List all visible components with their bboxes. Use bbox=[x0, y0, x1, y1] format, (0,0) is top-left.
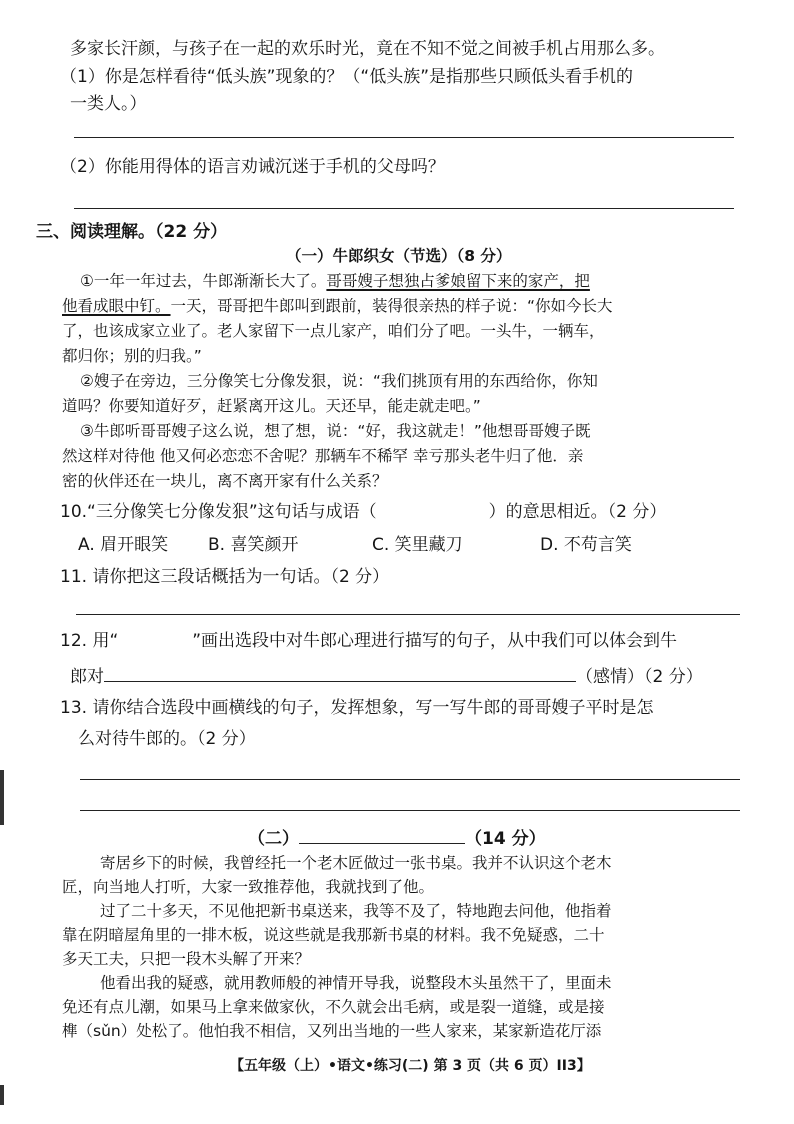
answer-line[interactable] bbox=[80, 810, 740, 811]
answer-line[interactable] bbox=[80, 779, 740, 780]
option-d[interactable]: D. 不苟言笑 bbox=[540, 535, 632, 555]
passage2-line: 多天工夫，只把一段木头解了开来？ bbox=[62, 950, 311, 968]
passage1-line: ②嫂子在旁边，三分像笑七分像发狠，说：“我们挑顶有用的东西给你，你知 bbox=[80, 372, 598, 390]
question-low-head-line1: （1）你是怎样看待“低头族”现象的？（“低头族”是指那些只顾低头看手机的 bbox=[60, 67, 634, 87]
answer-blank[interactable] bbox=[104, 663, 576, 682]
page-footer: 【五年级（上）•语文•练习(二) 第 3 页（共 6 页）II3】 bbox=[230, 1058, 591, 1074]
scan-edge-mark bbox=[0, 1085, 4, 1105]
passage2-title: （二） （14 分） bbox=[248, 825, 546, 850]
answer-line[interactable] bbox=[76, 614, 740, 615]
section-heading: 三、阅读理解。（22 分） bbox=[36, 222, 228, 242]
passage2-line: 寄居乡下的时候，我曾经托一个老木匠做过一张书桌。我并不认识这个老木 bbox=[100, 854, 612, 872]
option-a[interactable]: A. 眉开眼笑 bbox=[78, 535, 169, 555]
passage1-line: 道吗？你要知道好歹，赶紧离开这儿。天还早，能走就走吧。” bbox=[62, 397, 481, 415]
passage1-line: 了，也该成家立业了。老人家留下一点儿家产，咱们分了吧。一头牛，一辆车， bbox=[62, 322, 605, 340]
passage2-line: 免还有点儿潮，如果马上拿来做家伙，不久就会出毛病，或是裂一道缝，或是接 bbox=[62, 998, 605, 1016]
question-persuade: （2）你能用得体的语言劝诫沉迷于手机的父母吗？ bbox=[60, 157, 445, 177]
option-b[interactable]: B. 喜笑颜开 bbox=[208, 535, 299, 555]
underlined-sentence: 他看成眼中钉。 bbox=[62, 297, 171, 315]
question-12-line1: 12. 用“ ”画出选段中对牛郎心理进行描写的句子，从中我们可以体会到牛 bbox=[60, 631, 678, 651]
scan-edge-mark bbox=[0, 770, 4, 825]
passage2-line: 榫（sǔn）处松了。他怕我不相信，又列出当地的一些人家来，某家新造花厅添 bbox=[62, 1022, 602, 1040]
passage1-title: （一）牛郎织女（节选）（8 分） bbox=[286, 247, 512, 265]
question-10: 10.“三分像笑七分像发狠”这句话与成语（ ）的意思相近。（2 分） bbox=[60, 502, 667, 522]
option-c[interactable]: C. 笑里藏刀 bbox=[372, 535, 463, 555]
question-low-head-line2: 一类人。） bbox=[70, 94, 147, 114]
passage1-line: ①一年一年过去，牛郎渐渐长大了。哥哥嫂子想独占爹娘留下来的家产，把 bbox=[80, 272, 590, 290]
question-13-line2: 么对待牛郎的。（2 分） bbox=[78, 729, 256, 749]
underlined-sentence: 哥哥嫂子想独占爹娘留下来的家产，把 bbox=[326, 272, 590, 290]
passage1-line: 都归你；别的归我。” bbox=[62, 347, 202, 365]
passage1-line: 然这样对待他 他又何必恋恋不舍呢？那辆车不稀罕 幸亏那头老牛归了他．亲 bbox=[62, 447, 584, 465]
title-blank[interactable] bbox=[299, 825, 465, 844]
passage2-line: 靠在阴暗屋角里的一排木板，说这些就是我那新书桌的材料。我不免疑惑，二十 bbox=[62, 926, 605, 944]
passage2-line: 他看出我的疑惑，就用教师般的神情开导我，说整段木头虽然干了，里面未 bbox=[100, 974, 612, 992]
passage1-line: 密的伙伴还在一块儿，离不离开家有什么关系？ bbox=[62, 472, 388, 490]
question-12-line2: 郎对 （感情）（2 分） bbox=[70, 663, 703, 688]
question-11: 11. 请你把这三段话概括为一句话。（2 分） bbox=[60, 567, 390, 587]
passage2-line: 匠，向当地人打听，大家一致推荐他，我就找到了他。 bbox=[62, 878, 435, 896]
continuation-line: 多家长汗颜，与孩子在一起的欢乐时光，竟在不知不觉之间被手机占用那么多。 bbox=[70, 39, 665, 59]
passage1-line: 他看成眼中钉。一天，哥哥把牛郎叫到跟前，装得很亲热的样子说：“你如今长大 bbox=[62, 297, 613, 315]
answer-line[interactable] bbox=[74, 137, 734, 138]
passage1-line: ③牛郎听哥哥嫂子这么说，想了想，说：“好，我这就走！”他想哥哥嫂子既 bbox=[80, 422, 591, 440]
question-13-line1: 13. 请你结合选段中画横线的句子，发挥想象，写一写牛郎的哥哥嫂子平时是怎 bbox=[60, 698, 654, 718]
passage2-line: 过了二十多天，不见他把新书桌送来，我等不及了，特地跑去问他，他指着 bbox=[100, 902, 612, 920]
answer-line[interactable] bbox=[74, 208, 734, 209]
